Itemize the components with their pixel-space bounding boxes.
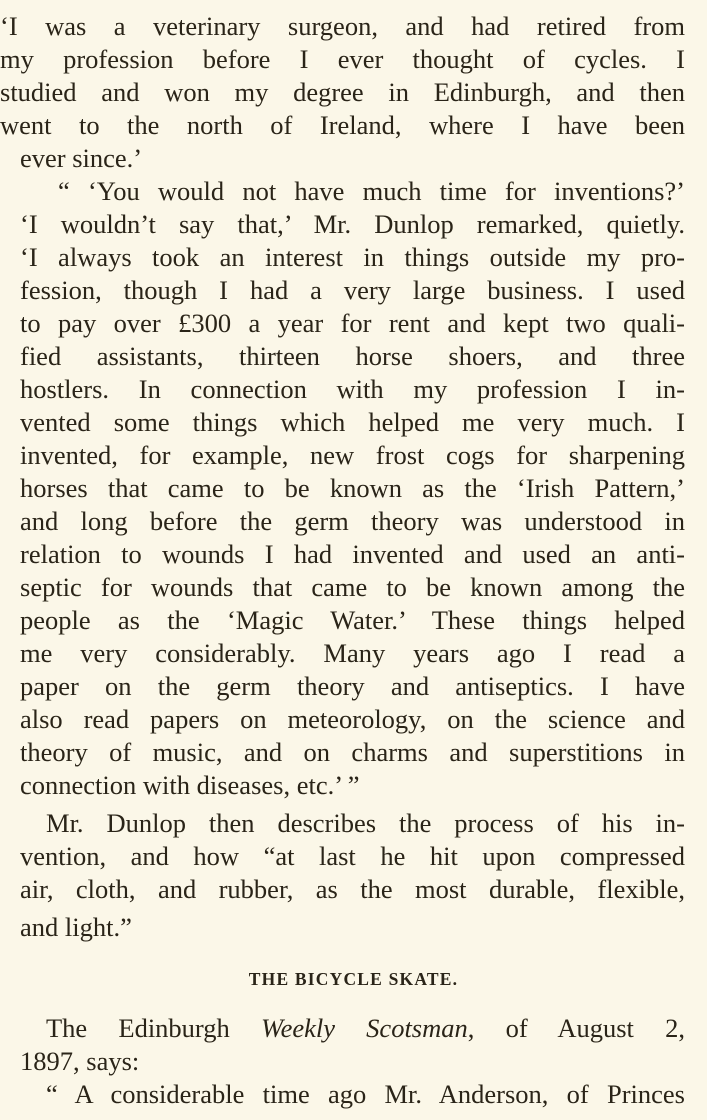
text-line: fession, though I had a very large business. I used <box>20 275 685 305</box>
text-line: invented, for example, new frost cogs for sharpening <box>20 440 685 470</box>
text-line: relation to wounds I had invented and used an anti- <box>20 539 685 569</box>
text-line: me very considerably. Many years ago I read a <box>20 638 685 668</box>
text-line: “ ‘You would not have much time for inventions?’ <box>58 176 685 206</box>
text-line: septic for wounds that came to be known among the <box>20 572 685 602</box>
text-run: The Edinburgh <box>46 1013 261 1043</box>
text-run: , of August 2, <box>467 1013 685 1043</box>
text-line: ‘I was a veterinary surgeon, and had retired from <box>0 11 685 41</box>
text-line: vention, and how “at last he hit upon compressed <box>20 841 685 871</box>
text-line: fied assistants, thirteen horse shoers, and three <box>20 341 685 371</box>
text-line: went to the north of Ireland, where I have been <box>0 110 685 140</box>
text-line: hostlers. In connection with my profession I in- <box>20 374 685 404</box>
publication-title: Weekly Scotsman <box>260 1013 468 1043</box>
text-line <box>0 1012 707 1045</box>
text-line: my profession before I ever thought of cycles. I <box>0 44 685 74</box>
text-line: to pay over £300 a year for rent and kept two quali- <box>20 308 685 338</box>
text-line: and long before the germ theory was understood in <box>20 506 685 536</box>
text-line: people as the ‘Magic Water.’ These things helped <box>20 605 685 635</box>
text-line: paper on the germ theory and antiseptics. I have <box>20 671 685 701</box>
text-line: air, cloth, and rubber, as the most durable, flexible, <box>20 874 685 904</box>
text-line: ‘I wouldn’t say that,’ Mr. Dunlop remarked, quietly. <box>20 209 685 239</box>
text-line: ever since.’ <box>20 143 143 173</box>
text-line: vented some things which helped me very much. I <box>20 407 685 437</box>
text-line: studied and won my degree in Edinburgh, and then <box>0 77 685 107</box>
text-line: connection with diseases, etc.’ ” <box>20 770 360 800</box>
section-heading: THE BICYCLE SKATE. <box>248 969 459 989</box>
text-line: ‘I always took an interest in things outside my pro- <box>20 242 685 272</box>
text-line: theory of music, and on charms and superstitions in <box>20 737 685 767</box>
text-line: 1897, says: <box>20 1046 140 1076</box>
text-line: and light.” <box>20 912 132 942</box>
text-line: “ A considerable time ago Mr. Anderson, of Princes <box>46 1079 685 1109</box>
text-line: horses that came to be known as the ‘Irish Pattern,’ <box>20 473 685 503</box>
text-line: also read papers on meteorology, on the science and <box>20 704 685 734</box>
text-line: Mr. Dunlop then describes the process of his in- <box>46 808 685 838</box>
